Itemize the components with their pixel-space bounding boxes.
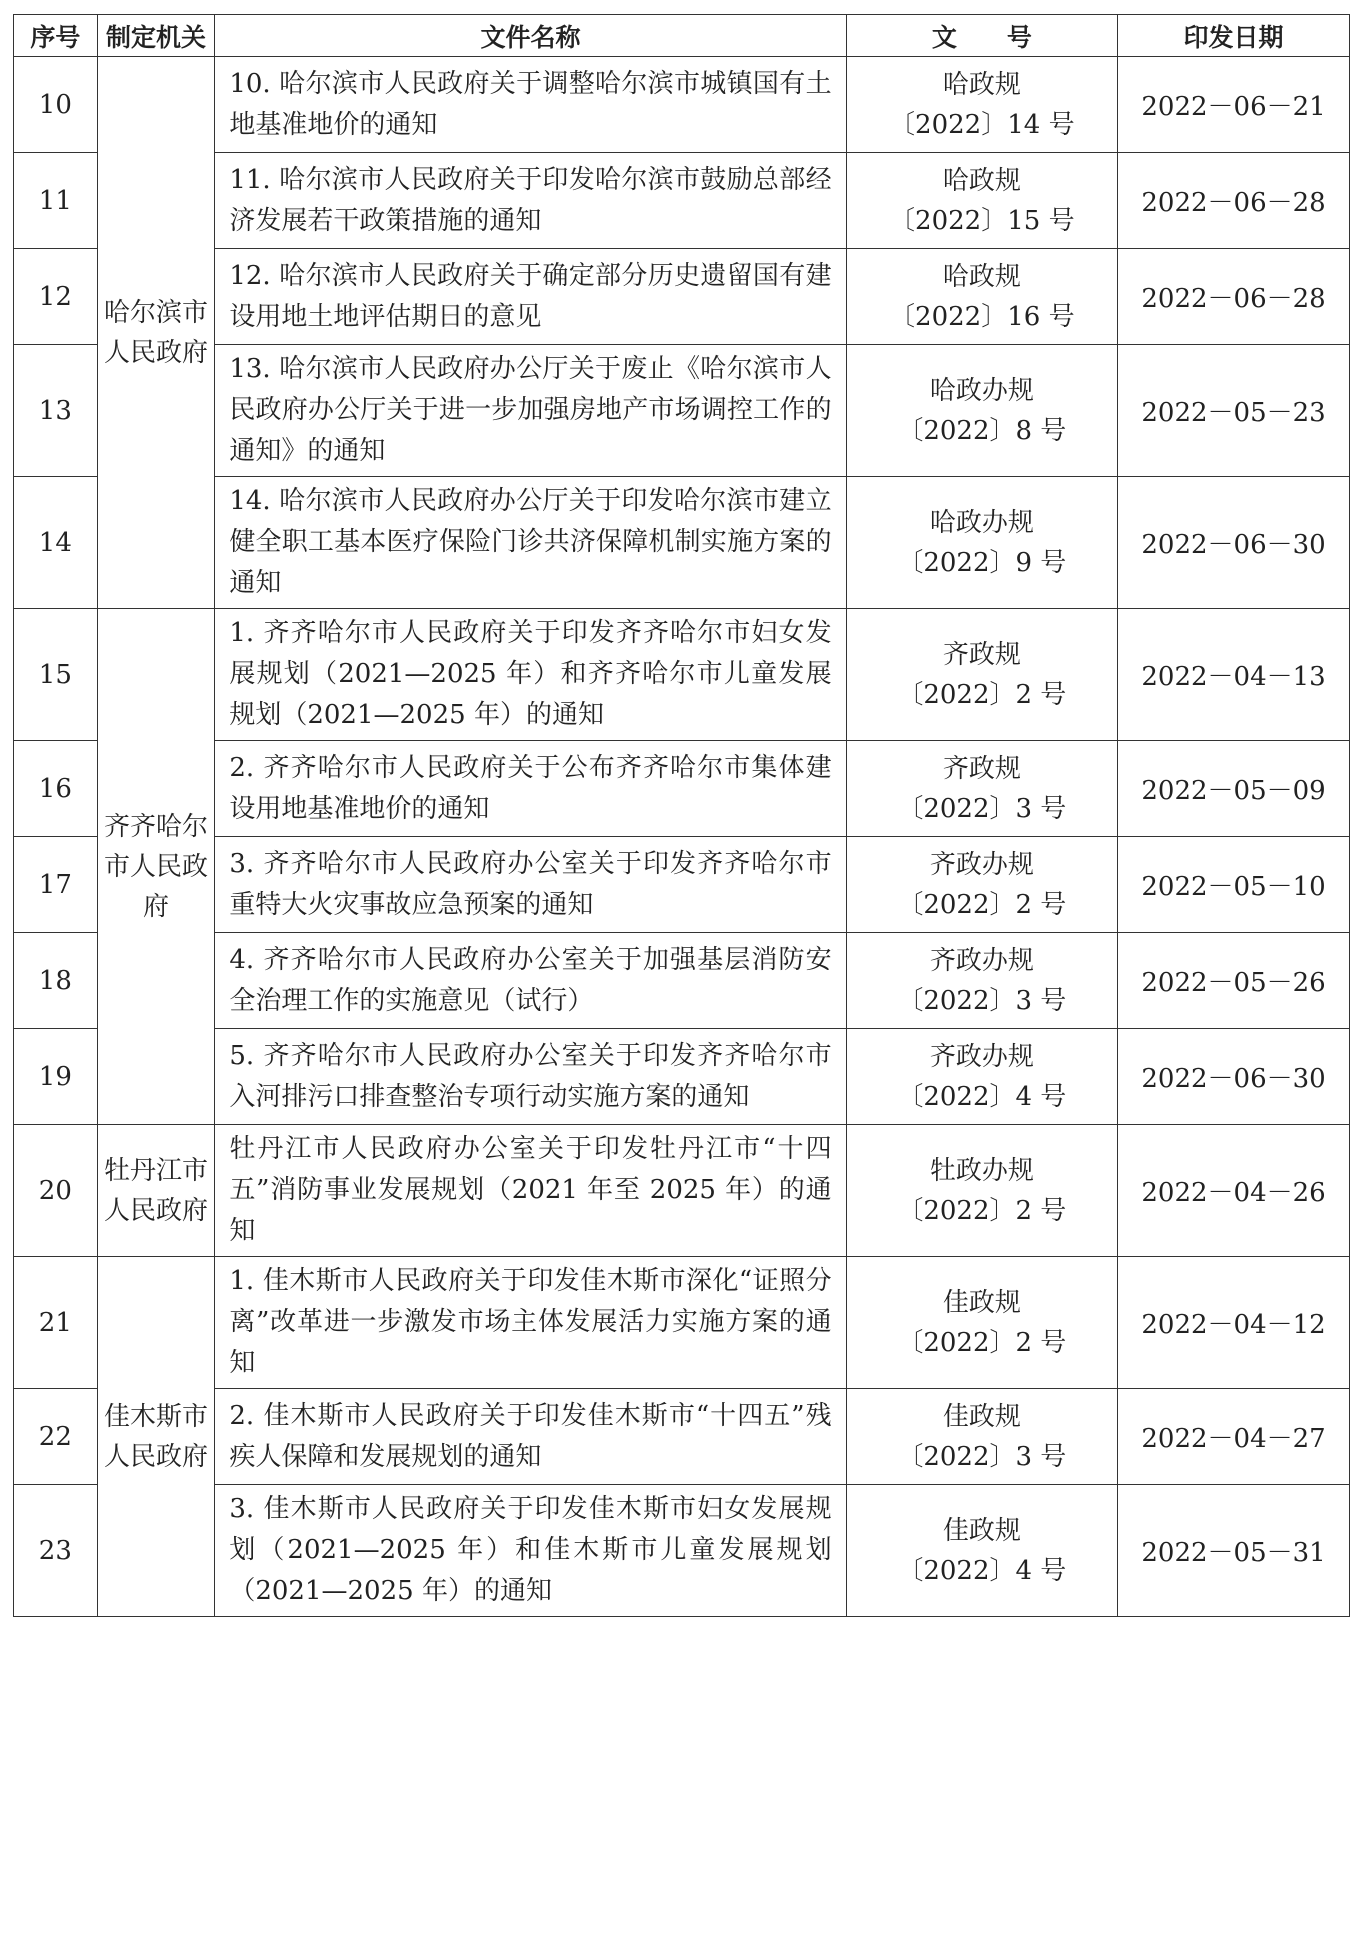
docno-cell: [846, 741, 1117, 837]
document-table: [13, 14, 1350, 1617]
docno-number: 〔2022〕3 号: [897, 793, 1067, 824]
title-cell: 1. 齐齐哈尔市人民政府关于印发齐齐哈尔市妇女发展规划（2021—2025 年）和齐齐哈尔市儿童发展规划（2021—2025 年）的通知: [215, 609, 846, 741]
date-cell: 2022－05－26: [1118, 933, 1350, 1029]
docno-number: 〔2022〕15 号: [889, 205, 1075, 236]
docno-cell: [846, 1029, 1117, 1125]
date-cell: 2022－06－30: [1118, 477, 1350, 609]
docno-prefix: 齐政办规: [929, 945, 1034, 976]
docno-prefix: 哈政办规: [929, 507, 1034, 538]
header-seq: 序号: [14, 15, 98, 57]
docno-number: 〔2022〕4 号: [897, 1555, 1067, 1586]
docno-number: 〔2022〕8 号: [897, 415, 1067, 446]
docno-prefix: 齐政规: [942, 639, 1021, 670]
title-cell: 3. 佳木斯市人民政府关于印发佳木斯市妇女发展规划（2021—2025 年）和佳木斯市儿童发展规划（2021—2025 年）的通知: [215, 1485, 846, 1617]
table-row: [14, 57, 1350, 153]
docno-cell: [846, 1389, 1117, 1485]
title-cell: 2. 佳木斯市人民政府关于印发佳木斯市“十四五”残疾人保障和发展规划的通知: [215, 1389, 846, 1485]
docno-prefix: 哈政规: [942, 165, 1021, 196]
title-cell: 5. 齐齐哈尔市人民政府办公室关于印发齐齐哈尔市入河排污口排查整治专项行动实施方案的通知: [215, 1029, 846, 1125]
docno-prefix: 牡政办规: [929, 1155, 1034, 1186]
seq-cell: 17: [14, 837, 98, 933]
docno-cell: [846, 1257, 1117, 1389]
title-cell: 牡丹江市人民政府办公室关于印发牡丹江市“十四五”消防事业发展规划（2021 年至 2025 年）的通知: [215, 1125, 846, 1257]
docno-cell: [846, 249, 1117, 345]
title-cell: 4. 齐齐哈尔市人民政府办公室关于加强基层消防安全治理工作的实施意见（试行）: [215, 933, 846, 1029]
date-cell: 2022－04－27: [1118, 1389, 1350, 1485]
date-cell: 2022－04－12: [1118, 1257, 1350, 1389]
date-cell: 2022－04－26: [1118, 1125, 1350, 1257]
date-cell: 2022－05－31: [1118, 1485, 1350, 1617]
header-org: 制定机关: [97, 15, 215, 57]
docno-number: 〔2022〕2 号: [897, 1195, 1067, 1226]
title-cell: 13. 哈尔滨市人民政府办公厅关于废止《哈尔滨市人民政府办公厅关于进一步加强房地产市场调控工作的通知》的通知: [215, 345, 846, 477]
docno-prefix: 齐政规: [942, 753, 1021, 784]
title-cell: 10. 哈尔滨市人民政府关于调整哈尔滨市城镇国有土地基准地价的通知: [215, 57, 846, 153]
date-cell: 2022－06－30: [1118, 1029, 1350, 1125]
seq-cell: 19: [14, 1029, 98, 1125]
table-row: [14, 1029, 1350, 1125]
docno-cell: [846, 1485, 1117, 1617]
docno-prefix: 佳政规: [942, 1401, 1021, 1432]
table-header-row: [14, 15, 1350, 57]
seq-cell: 18: [14, 933, 98, 1029]
seq-cell: 10: [14, 57, 98, 153]
title-cell: 2. 齐齐哈尔市人民政府关于公布齐齐哈尔市集体建设用地基准地价的通知: [215, 741, 846, 837]
docno-number: 〔2022〕4 号: [897, 1081, 1067, 1112]
seq-cell: 11: [14, 153, 98, 249]
seq-cell: 20: [14, 1125, 98, 1257]
docno-prefix: 齐政办规: [929, 849, 1034, 880]
org-cell-harbin: 哈尔滨市人民政府: [97, 57, 215, 609]
title-cell: 14. 哈尔滨市人民政府办公厅关于印发哈尔滨市建立健全职工基本医疗保险门诊共济保障机制实施方案的通知: [215, 477, 846, 609]
seq-cell: 12: [14, 249, 98, 345]
docno-cell: [846, 57, 1117, 153]
title-cell: 1. 佳木斯市人民政府关于印发佳木斯市深化“证照分离”改革进一步激发市场主体发展活力实施方案的通知: [215, 1257, 846, 1389]
seq-cell: 22: [14, 1389, 98, 1485]
table-row: [14, 837, 1350, 933]
title-cell: 11. 哈尔滨市人民政府关于印发哈尔滨市鼓励总部经济发展若干政策措施的通知: [215, 153, 846, 249]
title-cell: 3. 齐齐哈尔市人民政府办公室关于印发齐齐哈尔市重特大火灾事故应急预案的通知: [215, 837, 846, 933]
docno-cell: [846, 345, 1117, 477]
org-cell-qiqihar: 齐齐哈尔市人民政府: [97, 609, 215, 1125]
date-cell: 2022－04－13: [1118, 609, 1350, 741]
date-cell: 2022－05－23: [1118, 345, 1350, 477]
docno-cell: [846, 933, 1117, 1029]
seq-cell: 15: [14, 609, 98, 741]
docno-prefix: 哈政规: [942, 69, 1021, 100]
seq-cell: 21: [14, 1257, 98, 1389]
table-row: [14, 345, 1350, 477]
seq-cell: 14: [14, 477, 98, 609]
title-cell: 12. 哈尔滨市人民政府关于确定部分历史遗留国有建设用地土地评估期日的意见: [215, 249, 846, 345]
header-date: 印发日期: [1118, 15, 1350, 57]
table-row: [14, 249, 1350, 345]
date-cell: 2022－05－10: [1118, 837, 1350, 933]
docno-prefix: 佳政规: [942, 1515, 1021, 1546]
docno-number: 〔2022〕16 号: [889, 301, 1075, 332]
docno-cell: [846, 153, 1117, 249]
seq-cell: 23: [14, 1485, 98, 1617]
table-row: [14, 1125, 1350, 1257]
header-docno: 文 号: [846, 15, 1117, 57]
docno-number: 〔2022〕3 号: [897, 985, 1067, 1016]
seq-cell: 13: [14, 345, 98, 477]
docno-number: 〔2022〕2 号: [897, 889, 1067, 920]
docno-prefix: 哈政办规: [929, 375, 1034, 406]
docno-number: 〔2022〕14 号: [889, 109, 1075, 140]
org-cell-jiamusi: 佳木斯市人民政府: [97, 1257, 215, 1617]
date-cell: 2022－06－28: [1118, 153, 1350, 249]
org-cell-mudanjiang: 牡丹江市人民政府: [97, 1125, 215, 1257]
table-row: [14, 741, 1350, 837]
docno-cell: [846, 477, 1117, 609]
table-row: [14, 609, 1350, 741]
date-cell: 2022－06－28: [1118, 249, 1350, 345]
table-row: [14, 1485, 1350, 1617]
table-row: [14, 1257, 1350, 1389]
docno-prefix: 哈政规: [942, 261, 1021, 292]
date-cell: 2022－05－09: [1118, 741, 1350, 837]
docno-number: 〔2022〕2 号: [897, 679, 1067, 710]
table-row: [14, 477, 1350, 609]
header-title: 文件名称: [215, 15, 846, 57]
docno-number: 〔2022〕3 号: [897, 1441, 1067, 1472]
docno-cell: [846, 1125, 1117, 1257]
docno-cell: [846, 609, 1117, 741]
seq-cell: 16: [14, 741, 98, 837]
table-row: [14, 153, 1350, 249]
table-row: [14, 1389, 1350, 1485]
docno-prefix: 齐政办规: [929, 1041, 1034, 1072]
docno-cell: [846, 837, 1117, 933]
docno-number: 〔2022〕9 号: [897, 547, 1067, 578]
docno-number: 〔2022〕2 号: [897, 1327, 1067, 1358]
date-cell: 2022－06－21: [1118, 57, 1350, 153]
table-row: [14, 933, 1350, 1029]
docno-prefix: 佳政规: [942, 1287, 1021, 1318]
